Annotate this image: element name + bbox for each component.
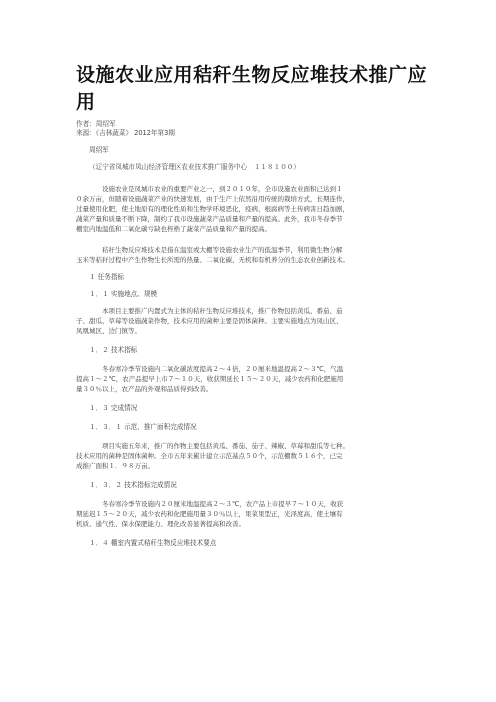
- para2-line: 玉米等秸秆过程中产生作物生长所需的热量、二氧化碳、无机和有机养分的生态农业创新技术。: [76, 256, 349, 264]
- title-line-2: 用: [76, 91, 96, 113]
- subsection-heading: １．３．１ 示范、推广面积完成情况: [89, 423, 197, 431]
- para3-line: 子、甜瓜、草莓等设施蔬菜作物，技术应用的菌种主要是固体菌种。主要实施地点为凤山区、: [76, 317, 343, 325]
- affiliation: （辽宁省凤城市凤山经济管理区农业技术推广服务中心 １１８１００）: [89, 163, 300, 171]
- para3-line: 本项目主要推广内置式为主体的秸秆生物反应堆技术，推广作物包括黄瓜、番茄、茄: [102, 307, 343, 315]
- para4-line: 量３０％以上，农产品的外观和品质得到改善。: [76, 385, 213, 393]
- para1-line: 过量使用化肥，使土地原有的理化性质和生物学环境恶化，疫病、根腐病等土传病害日趋加剧，: [76, 205, 349, 213]
- source-label: 来源：《吉林蔬菜》 2012年第3期: [76, 129, 175, 137]
- para4-line: 提高１～２℃，农产品提早上市７～１０天，收获期延长１５～２０天，减少农药和化肥施用: [76, 375, 344, 383]
- para5-line: 技术应用的菌种是固体菌种。全市五年来累计建立示范基点５０个，示范棚数５１６个，已完: [76, 452, 343, 460]
- author-name: 周绍军: [89, 146, 109, 154]
- subsection-heading: １．２ 技术指标: [89, 346, 138, 354]
- para4-line: 冬春寒冷季节设施内二氧化碳浓度提高２～４倍，２０厘米地温提高２～３℃，气温: [102, 365, 344, 373]
- subsection-heading: １．１ 实施地点、规模: [89, 290, 158, 298]
- subsection-heading: １．３．２ 技术指标完成情况: [89, 481, 177, 489]
- author-label: 作者：周绍军: [76, 120, 116, 128]
- title-line-1: 设施农业应用秸秆生物反应堆技术推广应: [76, 64, 428, 86]
- para5-line: 成推广面积１．９８万亩。: [76, 462, 154, 470]
- subsection-heading: １．４ 棚室内置式秸秆生物反应堆技术要点: [89, 539, 217, 547]
- para1-line: 棚室内地温低和二氧化碳亏缺也桎梏了蔬菜产品质量和产量的提高。: [76, 225, 271, 233]
- para5-line: 项目实施五年来，推广的作物主要包括黄瓜、番茄、茄子、辣椒、草莓和甜瓜等七种。: [102, 442, 349, 450]
- page-title: [76, 62, 436, 116]
- para6-line: 期延迟１５～２０天，减少农药和化肥施用量３０％以上，果菜果型正，光泽度高，使土壤有: [76, 510, 343, 518]
- subsection-heading: １．３ 完成情况: [89, 404, 138, 412]
- para2-line: 秸秆生物反应堆技术是指在温室或大棚等设施农业生产的低温季节，利用微生物分解: [102, 246, 343, 254]
- para1-line: 蔬菜产量和质量不断下降，制约了我市设施蔬菜产品质量和产量的提高。此外，我市冬春季节: [76, 215, 343, 223]
- section-heading: １ 任务指标: [89, 273, 125, 281]
- para6-line: 机质、通气性、保水保肥能力、理化改善显著提高和改善。: [76, 520, 245, 528]
- para1-line: ０余万亩，但随着设施蔬菜产业的快速发展，由于生产上依然沿用传统的栽培方式，长期连作，: [76, 195, 349, 203]
- para1-line: 设施农业是凤城市农业的重要产业之一，到２０１０年，全市设施农业面积已达到１: [102, 185, 343, 193]
- para6-line: 冬春寒冷季节设施内２０厘米地温提高２～３℃，农产品上市提早７～１０天，收获: [102, 500, 344, 508]
- para3-line: 凤凰城区、边门镇等。: [76, 327, 141, 335]
